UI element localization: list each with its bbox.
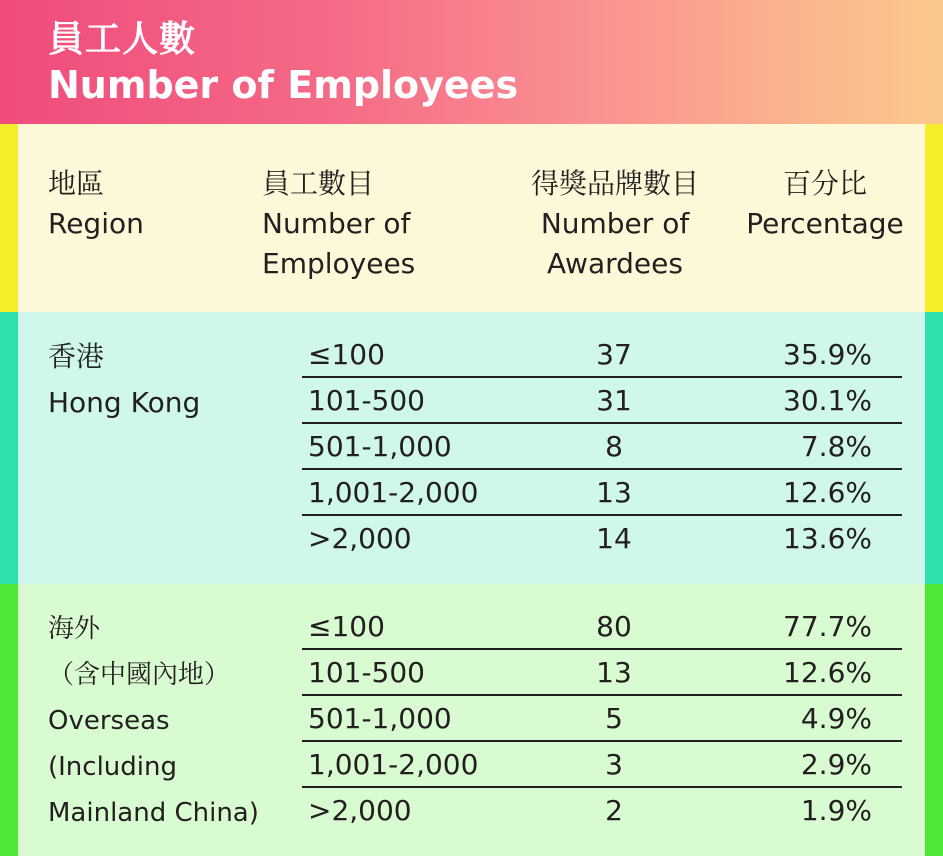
- table-row: [302, 604, 902, 650]
- table-row: [302, 332, 902, 378]
- hong-kong-rows: [302, 332, 902, 562]
- column-header-region-zh: 地區: [48, 167, 105, 200]
- column-header-right-edge: [925, 124, 943, 312]
- table-row: [302, 788, 902, 834]
- region-hong-kong-en: Hong Kong: [48, 386, 201, 419]
- column-header-employees-en-2: Employees: [262, 247, 416, 280]
- hong-kong-right-edge: [925, 312, 943, 584]
- column-header-awardees-en-2: Awardees: [547, 247, 683, 280]
- cell-percentage: 2.9%: [800, 748, 872, 781]
- table-row: [302, 516, 902, 562]
- cell-awardees: 5: [605, 702, 623, 735]
- cell-employees: 501-1,000: [308, 430, 452, 463]
- column-header-awardees-en-1: Number of: [540, 207, 690, 240]
- table-row: [302, 742, 902, 788]
- cell-percentage: 35.9%: [783, 338, 872, 371]
- title-banner: [0, 0, 943, 124]
- overseas-right-edge: [925, 584, 943, 856]
- column-header-percentage-zh: 百分比: [782, 167, 867, 200]
- cell-awardees: 3: [605, 748, 623, 781]
- table-row: [302, 696, 902, 742]
- cell-employees: 101-500: [308, 384, 425, 417]
- cell-awardees: 37: [596, 338, 632, 371]
- table-row: [302, 424, 902, 470]
- cell-awardees: 13: [596, 476, 632, 509]
- region-overseas-en: Overseas: [48, 706, 170, 736]
- column-header-band: [0, 124, 943, 312]
- region-overseas-zh: 海外: [48, 614, 101, 644]
- cell-awardees: 2: [605, 794, 623, 827]
- table-row: [302, 378, 902, 424]
- cell-percentage: 12.6%: [783, 656, 872, 689]
- column-header-left-edge: [0, 124, 18, 312]
- cell-awardees: 8: [605, 430, 623, 463]
- region-label-hong-kong: [48, 334, 200, 426]
- region-label-overseas: [48, 606, 259, 836]
- cell-awardees: 13: [596, 656, 632, 689]
- cell-employees: 1,001-2,000: [308, 476, 479, 509]
- cell-percentage: 7.8%: [800, 430, 872, 463]
- table-row: [302, 470, 902, 516]
- cell-awardees: 31: [596, 384, 632, 417]
- column-header-employees-en-1: Number of: [262, 207, 411, 240]
- cell-awardees: 80: [596, 610, 632, 643]
- cell-percentage: 30.1%: [783, 384, 872, 417]
- column-header-awardees-zh: 得獎品牌數目: [530, 167, 699, 200]
- column-header-awardees: [505, 164, 725, 284]
- cell-employees: ≤100: [308, 610, 385, 643]
- column-header-region-en: Region: [48, 207, 144, 240]
- overseas-left-edge: [0, 584, 18, 856]
- cell-employees: >2,000: [308, 522, 412, 555]
- section-hong-kong: [0, 312, 943, 584]
- column-header-employees: [262, 164, 415, 284]
- cell-percentage: 4.9%: [800, 702, 872, 735]
- region-overseas-en-note-1: (Including: [48, 752, 177, 782]
- column-header-region: [48, 164, 144, 244]
- cell-employees: >2,000: [308, 794, 412, 827]
- cell-employees: 501-1,000: [308, 702, 452, 735]
- hong-kong-left-edge: [0, 312, 18, 584]
- region-overseas-zh-note: （含中國內地）: [48, 660, 231, 690]
- cell-awardees: 14: [596, 522, 632, 555]
- cell-employees: 1,001-2,000: [308, 748, 479, 781]
- column-header-employees-zh: 員工數目: [262, 167, 375, 200]
- table-row: [302, 650, 902, 696]
- overseas-rows: [302, 604, 902, 834]
- cell-percentage: 77.7%: [783, 610, 872, 643]
- cell-employees: 101-500: [308, 656, 425, 689]
- region-hong-kong-zh: 香港: [48, 340, 105, 373]
- cell-percentage: 1.9%: [800, 794, 872, 827]
- title-english: Number of Employees: [48, 63, 519, 107]
- section-overseas: [0, 584, 943, 856]
- cell-percentage: 13.6%: [783, 522, 872, 555]
- cell-employees: ≤100: [308, 338, 385, 371]
- column-header-percentage: [740, 164, 910, 244]
- title-chinese: 員工人數: [48, 19, 197, 60]
- column-header-percentage-en: Percentage: [746, 207, 904, 240]
- region-overseas-en-note-2: Mainland China): [48, 798, 259, 828]
- cell-percentage: 12.6%: [783, 476, 872, 509]
